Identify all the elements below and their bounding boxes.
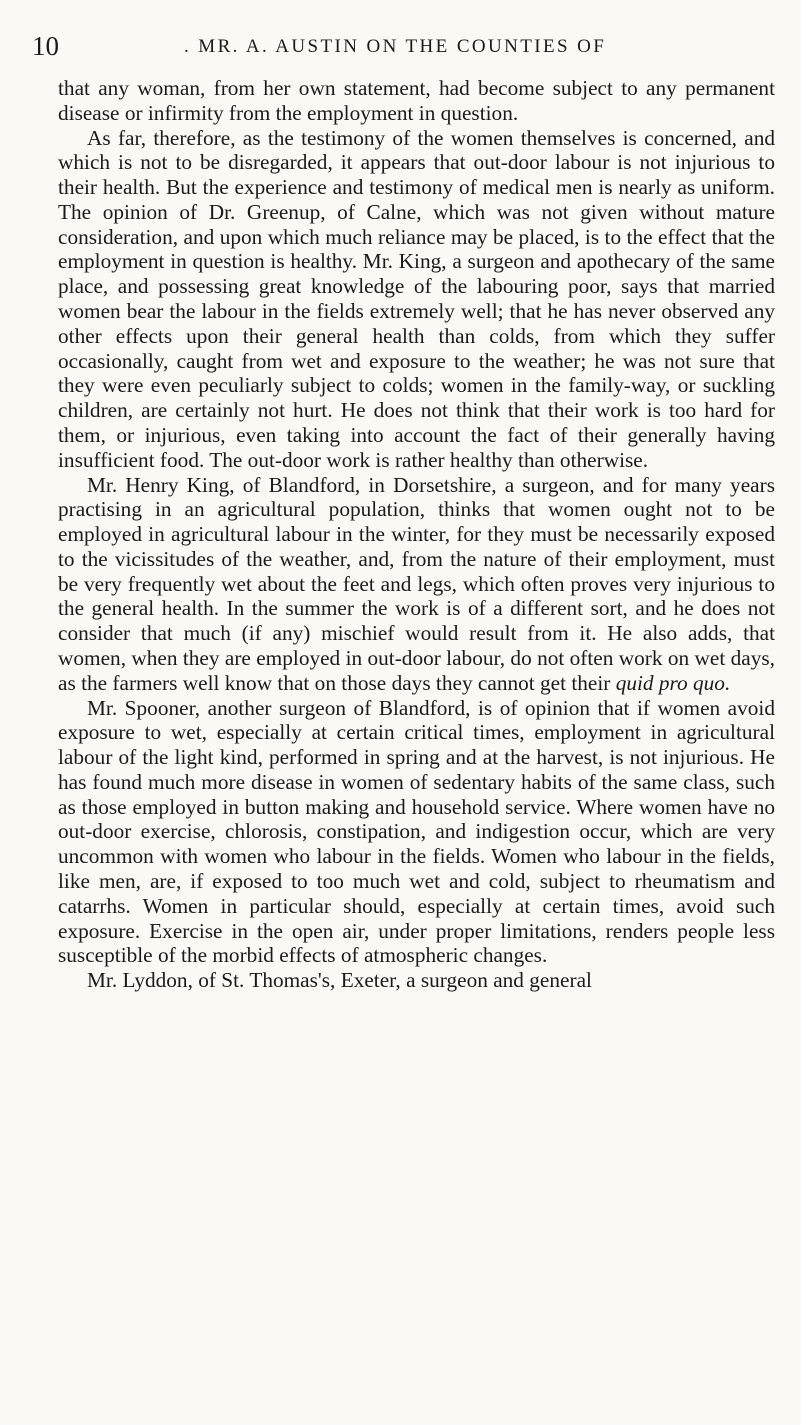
text-run: Mr. Lyddon, of St. Thomas's, Exeter, a surgeon and general <box>87 968 592 993</box>
paragraph <box>58 76 775 126</box>
text-run: that any woman, from her own statement, had become subject to any permanent disease or infirmity from the employment in question. <box>58 76 775 125</box>
page-number: 10 <box>32 31 59 61</box>
text-run: Mr. Henry King, of Blandford, in Dorsetshire, a surgeon, and for many years practising in an agricultural population, thinks that women ought not to be employed in agricultural labour in the winter, for they must be necessarily exposed to the vicissitudes of the weather, and, from the nature of their employment, must be very frequently wet about the feet and legs, which often proves very injurious to the general health. In the summer the work is of a different sort, and he does not consider that much (if any) mischief would result from it. He also adds, that women, when they are employed in out-door labour, do not often work on wet days, as the farmers well know that on those days they cannot get their <box>58 472 775 695</box>
paragraph <box>58 968 775 993</box>
paragraph <box>58 696 775 969</box>
text-run: Mr. Spooner, another surgeon of Blandford, is of opinion that if women avoid exposure to wet, especially at certain critical times, employment in agricultural labour of the light kind, performed in spring and at the harvest, is not injurious. He has found much more disease in women of sedentary habits of the same class, such as those employed in button making and household service. Where women have no out-door exercise, chlorosis, constipation, and indigestion occur, which are very uncommon with women who labour in the fields. Women who labour in the fields, like men, are, if exposed to too much wet and cold, subject to rheumatism and catarrhs. Women in particular should, especially at certain times, avoid such exposure. Exercise in the open air, under proper limitations, renders people less susceptible of the morbid effects of atmospheric changes. <box>58 695 775 968</box>
italic-phrase: quid pro quo. <box>615 670 731 695</box>
text-run: As far, therefore, as the testimony of the women themselves is concerned, and which is not to be disregarded, it appears that out-door labour is not injurious to their health. But the experience and testimony of medical men is nearly as uniform. The opinion of Dr. Greenup, of Calne, which was not given without mature consideration, and upon which much reliance may be placed, is to the effect that the employment in question is healthy. Mr. King, a surgeon and apothecary of the same place, and possessing great knowledge of the labouring poor, says that married women bear the labour in the fields extremely well; that he has never observed any other effects upon their general health than colds, from which they suffer occasionally, caught from wet and exposure to the weather; he was not sure that they were even peculiarly subject to colds; women in the family-way, or suckling children, are certainly not hurt. He does not think that their work is too hard for them, or injurious, even taking into account the fact of their generally having insufficient food. The out-door work is rather healthy than otherwise. <box>58 125 775 472</box>
paragraph <box>58 473 775 696</box>
body-text <box>58 76 775 993</box>
running-title: . MR. A. AUSTIN ON THE COUNTIES OF <box>184 36 607 57</box>
running-head <box>32 30 775 62</box>
paragraph <box>58 126 775 473</box>
